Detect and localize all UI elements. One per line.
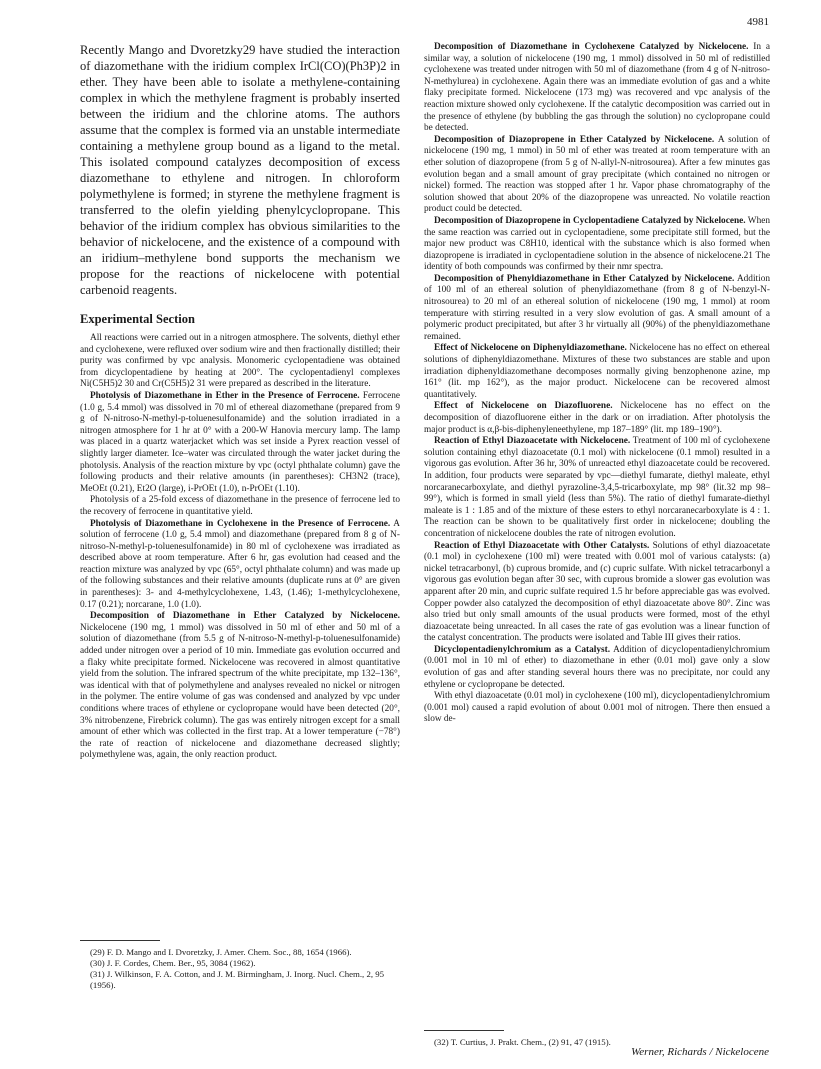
paragraph-text: Addition of 100 ml of an ethereal solution of phenyldiazomethane (from 8 g of N-benzyl-N-nitrosourea) to 20 ml of an ethereal solution of nickelocene (190 mg, 1 mmol) at room temperature with stirring resulted in a very slow evolution of gas. A small amount of a polymeric product precipitated, but after 3 hr virtually all (90%) of the phenyldiazomethane remained. — [424, 273, 770, 342]
paragraph-title: Effect of Nickelocene on Diazofluorene. — [434, 401, 613, 412]
paragraph — [80, 333, 400, 391]
paragraph-text: Nickelocene has no effect on the decomposition of diazofluorene either in the dark or on irradiation. After photolysis the major product is α,β-bis-diphenyleneethylene, mp 187–189° (lit. mp 189–190°). — [424, 401, 770, 435]
paragraph — [424, 42, 770, 135]
paragraph-text: In a similar way, a solution of nickelocene (190 mg, 1 mmol) dissolved in 50 ml of redistilled cyclohexene was treated under nitrogen with 50 ml of diazomethane (from 4 g of N-nitroso-N-methylurea) in cyclohexene. Again there was an immediate evolution of gas and a white flaky precipitate formed. Nickelocene (173 mg) was recovered and vpc analysis of the reaction mixture showed only cyclohexene. If the catalytic decomposition was carried out in the presence of ethylene (by bubbling the gas through the solution) no cyclopropane could be detected. — [424, 42, 770, 134]
running-head: Werner, Richards / Nickelocene — [631, 1046, 769, 1058]
paragraph — [424, 135, 770, 216]
footnote: (32) T. Curtius, J. Prakt. Chem., (2) 91, 47 (1915). — [434, 1037, 611, 1047]
paragraph — [424, 401, 770, 436]
paragraph-title: Decomposition of Diazopropene in Cyclopentadiene Catalyzed by Nickelocene. — [434, 215, 746, 226]
paragraph — [80, 519, 400, 612]
paragraph — [424, 645, 770, 691]
paragraph-text: Ferrocene (1.0 g, 5.4 mmol) was dissolved in 70 ml of ethereal diazomethane (prepared from 9 g of N-nitroso-N-methyl-p-toluenesulfonamide) and the solution irradiated in a nitrogen atmosphere for 1 hr at 0° with a 200-W Hanovia mercury lamp. The lamp was placed in a quartz waterjacket which was set inside a Pyrex reaction vessel of slightly larger diameter. Ice–water was circulated through the water jacket during the photolysis. Analysis of the reaction mixture by vpc (octyl phthalate column) gave the following products and their relative amounts (in parentheses): CH3N2 (trace), MeOEt (0.21), Et2O (large), i-PrOEt (1.0), n-PrOEt (1.10). — [80, 390, 400, 494]
footnote: (30) J. F. Cordes, Chem. Ber., 95, 3084 (1962). — [90, 958, 256, 968]
paragraph-title: Photolysis of Diazomethane in Ether in the Presence of Ferrocene. — [90, 390, 360, 401]
footnote-rule — [424, 1030, 504, 1031]
right-column — [424, 42, 770, 726]
paragraph-title: Effect of Nickelocene on Diphenyldiazomethane. — [434, 343, 627, 354]
intro-paragraph: Recently Mango and Dvoretzky29 have studied the interaction of diazomethane with the iridium complex IrCl(CO)(Ph3P)2 in ether. They have been able to isolate a methylene-containing complex in which the methylene fragment is probably inserted between the iridium and the chlorine atoms. The authors assume that the complex is formed via an unstable intermediate containing a methylene group bound as a ligand to the metal. This isolated compound catalyzes decomposition of excess diazomethane to ethylene and nitrogen. In chloroform polymethylene is formed; in styrene the methylene fragment is transferred to the olefin yielding phenylcyclopropane. This behavior of the iridium complex has obvious similarities to the behavior of nickelocene, and the existence of a compound with an iridium–methylene bond supports the mechanism we propose for the reactions of nickelocene with potential carbenoid reagents. — [80, 43, 400, 297]
paragraph-text: Addition of dicyclopentadienylchromium (0.001 mol in 10 ml of ether) to diazomethane in ether (0.01 mol) gave only a slow evolution of gas and after standing several hours there was no precipitate, nor could any ethylene or cyclopropane be detected. — [424, 644, 771, 690]
section-heading: Experimental Section — [80, 312, 195, 326]
paragraph — [424, 216, 770, 274]
left-footnotes — [80, 928, 400, 991]
paragraph-title: Decomposition of Diazomethane in Cyclohexene Catalyzed by Nickelocene. — [434, 42, 749, 52]
footnote: (31) J. Wilkinson, F. A. Cotton, and J. M. Birmingham, J. Inorg. Nucl. Chem., 2, 95 (1956). — [90, 969, 385, 990]
paragraph — [80, 391, 400, 495]
paragraph-text: A solution of nickelocene (190 mg, 1 mmol) in 50 ml of ether was treated at room temperature with an ether solution of diazopropene (from 5 g of N-allyl-N-nitrosourea). After a few minutes gas evolution began and a small amount of gray precipitate (which contained no nitrogen or nickel) formed. The reaction was stopped after 1 hr. Vapor phase chromatography of the solution showed that about 20% of the diazopropene was unreacted. No volatile reaction product could be detected. — [424, 134, 770, 215]
right-paragraphs — [424, 42, 770, 726]
paragraph-text: Nickelocene (190 mg, 1 mmol) was dissolved in 50 ml of ether and 50 ml of a solution of diazomethane (from 5.5 g of N-nitroso-N-methyl-p-toluenesulfonamide) added under nitrogen over a period of 10 min. Immediate gas evolution occurred and a flaky white precipitate formed. Nickelocene was recovered in almost quantitative yield from the solution. The infrared spectrum of the white precipitate, mp 132–136°, was identical with that of polymethylene and analyses revealed no nickel or nitrogen in the polymer. The entire volume of gas was condensed and analyzed by vpc under conditions where traces of ethylene or cyclopropane would have been detected (20°, 3% nitrobenzene, Firebrick column). The gas was entirely nitrogen except for a small amount of ether which was collected in the first trap. At a lower temperature (−78°) the rate of reaction of nickelocene and diazomethane decreased slightly; polymethylene was, again, the only reaction product. — [80, 622, 400, 761]
paragraph — [424, 343, 770, 401]
paragraph — [80, 495, 400, 518]
paragraph-title: Reaction of Ethyl Diazoacetate with Other Catalysts. — [434, 540, 650, 551]
paragraph-title: Photolysis of Diazomethane in Cyclohexene in the Presence of Ferrocene. — [90, 518, 391, 529]
paragraph — [424, 691, 770, 726]
paragraph-text: With ethyl diazoacetate (0.01 mol) in cyclohexene (100 ml), dicyclopentadienylchromium (0.001 mol) caused a rapid evolution of about 0.001 mol of nitrogen. There then ensued a slow de- — [424, 691, 770, 725]
paragraph — [424, 541, 770, 645]
paragraph — [424, 436, 770, 540]
paragraph-text: Photolysis of a 25-fold excess of diazomethane in the presence of ferrocene led to the recovery of ferrocene in quantitative yield. — [80, 495, 400, 517]
paragraph-title: Reaction of Ethyl Diazoacetate with Nickelocene. — [434, 436, 631, 447]
left-column — [80, 42, 400, 762]
paragraph-title: Decomposition of Diazomethane in Ether Catalyzed by Nickelocene. — [90, 611, 400, 622]
paragraph-text: Treatment of 100 ml of cyclohexene solution containing ethyl diazoacetate (0.1 mol) with nickelocene (0.1 mmol) resulted in a vigorous gas evolution. After 36 hr, 30% of unreacted ethyl diazoacetate could be recovered. In addition, four products were separated by vpc—diethyl fumarate, diethyl maleate, ethyl norcaranecarboxylate, and diethyl pyrazoline-3,4,5-tricarboxylate, mp 98° (lit.32 mp 98–99°), which is formed in small yield (less than 5%). The ratio of diethyl fumarate-diethyl maleate is 1 : 1.85 and of the mixture of these esters to ethyl norcaranecarboxylate is 4 : 1. The reaction can be shown to be qualitatively first order in nickelocene; doubling the concentration of nickelocene doubles the rate of nitrogen evolution. — [424, 436, 771, 539]
paragraph-title: Decomposition of Diazopropene in Ether Catalyzed by Nickelocene. — [434, 134, 715, 145]
paragraph-text: All reactions were carried out in a nitrogen atmosphere. The solvents, diethyl ether and cyclohexene, were refluxed over sodium wire and then fractionally distilled; their purity was confirmed by vpc analysis. Monomeric cyclopentadiene was obtained from dicyclopentadiene by heating at 200°. The cyclopentadienyl complexes Ni(C5H5)2 30 and Cr(C5H5)2 31 were prepared as described in the literature. — [80, 333, 400, 390]
paragraph-text: A solution of ferrocene (1.0 g, 5.4 mmol) and diazomethane (prepared from 8 g of N-nitroso-N-methyl-p-toluenesulfonamide) in 80 ml of cyclohexene was irradiated as described above at room temperature. After 6 hr, gas evolution had ceased and the reaction mixture was analyzed by vpc (65°, octyl phthalate column) and was made up of the following substances and their relative amounts (duplicate runs at 0° are given in parentheses): 3- and 4-methylcyclohexene, 1.43, (1.46); 1-methylcyclohexene, 0.17 (0.21); norcarane, 1.0 (1.0). — [80, 518, 400, 610]
footnote: (29) F. D. Mango and I. Dvoretzky, J. Amer. Chem. Soc., 88, 1654 (1966). — [90, 947, 352, 957]
paragraph-text: Nickelocene has no effect on ethereal solutions of diphenyldiazomethane. Mixtures of these two substances are stable and upon irradiation diphenyldiazomethane decomposes normally giving benzophenone azine, mp 161° (lit. mp 162°), as the major product. Nickelocene can be recovered almost quantitatively. — [424, 343, 770, 400]
footnote-rule — [80, 940, 160, 941]
paragraph-text: When the same reaction was carried out in cyclopentadiene, some precipitate still formed, but the major new product was C8H10, identical with the substance which is also formed when diazopropene is irradiated in cyclopentadiene solution in the absence of nickelocene.21 The identity of both compounds was confirmed by their nmr spectra. — [424, 215, 770, 273]
paragraph — [424, 274, 770, 344]
paragraph-title: Dicyclopentadienylchromium as a Catalyst. — [434, 644, 611, 655]
right-footnotes — [424, 1018, 770, 1048]
footnote-list — [80, 947, 400, 991]
paragraph — [80, 611, 400, 762]
paragraph-text: Solutions of ethyl diazoacetate (0.1 mol) in cyclohexene (100 ml) were treated with 0.001 mol of various catalysts: (a) nickel tetracarbonyl, (b) cuprous bromide, and (c) cupric sulfate. With nickel tetracarbonyl a vigorous gas evolution began after 30 sec, with cuprous bromide a slower gas evolution was apparent after 20 min, and cupric sulfate required 1.5 hr before appreciable gas was evolved. Copper powder also catalyzed the decomposition of ethyl diazoacetate above 80°. Zinc was also tried but only small amounts of the usual products were formed, most of the ethyl diazoacetate being unreacted. In all cases the rate of gas evolution was a linear function of the catalyst concentration. The products were isolated and Table III gives their ratios. — [424, 540, 771, 644]
page-number: 4981 — [747, 16, 769, 28]
left-paragraphs — [80, 333, 400, 762]
paragraph-title: Decomposition of Phenyldiazomethane in Ether Catalyzed by Nickelocene. — [434, 273, 735, 284]
